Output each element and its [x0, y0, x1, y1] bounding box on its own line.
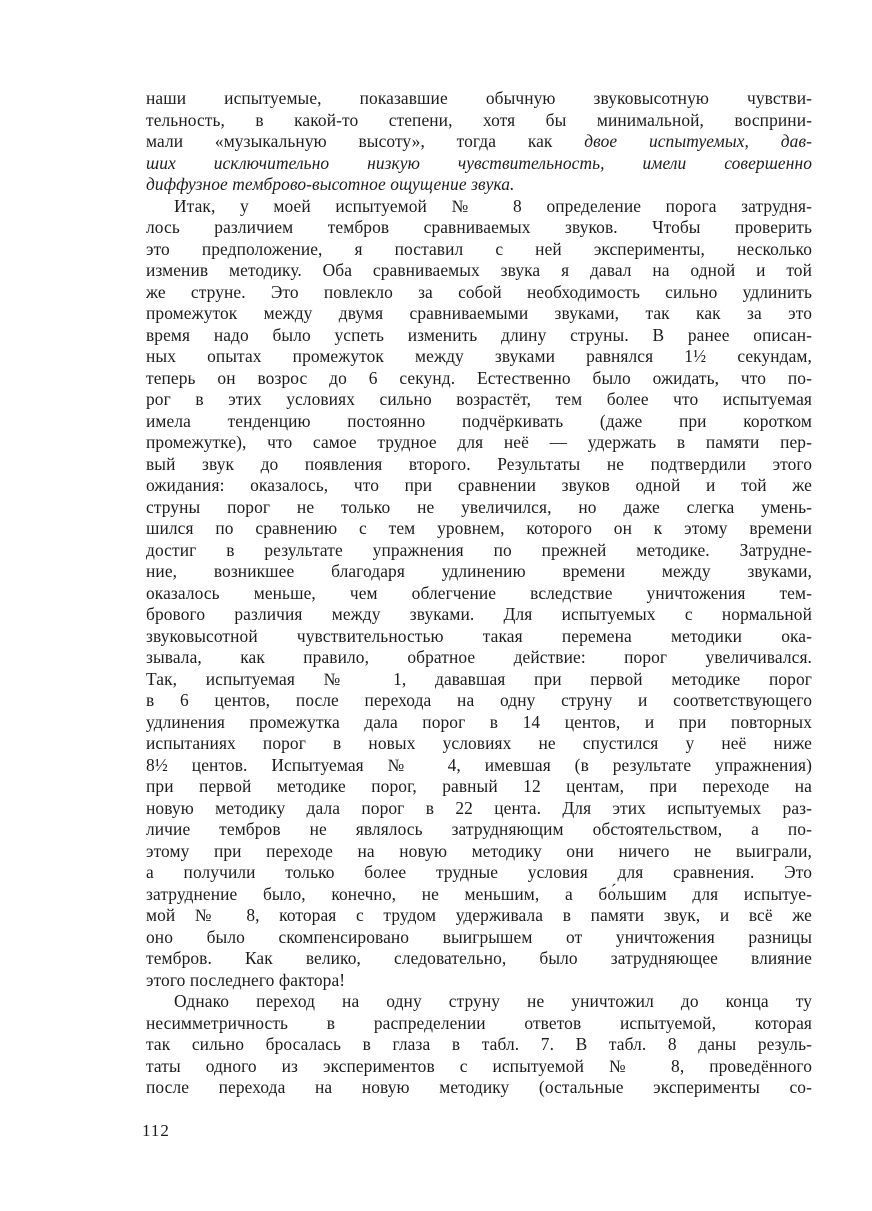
text-segment: личие тембров не являлось затрудняющим обстоятельством, а по-	[146, 819, 812, 839]
text-line	[146, 497, 812, 519]
paragraph	[146, 196, 812, 992]
text-line	[146, 196, 812, 218]
text-line	[146, 131, 812, 153]
text-line	[146, 153, 812, 175]
text-segment: удлинения промежутка дала порог в 14 центов, и при повторных	[146, 711, 812, 732]
text-segment: а получили только более трудные условия для сравнения. Это	[146, 862, 812, 882]
text-segment: шился по сравнению с тем уровнем, которого он к этому времени	[146, 518, 812, 538]
text-segment: ных опытах промежуток между звуками равнялся 1½ секундам,	[146, 346, 812, 366]
text-line	[146, 368, 812, 390]
text-segment: это предположение, я поставил с ней эксперименты, несколько	[146, 238, 812, 259]
text-line	[146, 927, 812, 949]
text-line	[146, 604, 812, 626]
text-segment: оно было скомпенсировано выигрышем от уничтожения разницы	[146, 926, 812, 947]
text-segment: тембров. Как велико, следовательно, было затрудняющее влияние	[146, 948, 812, 968]
text-segment: Так, испытуемая № 1, дававшая при первой методике порог	[146, 668, 812, 689]
text-segment: этому при переходе на новую методику они ничего не выиграли,	[146, 840, 812, 861]
body-text	[146, 88, 812, 1099]
text-line	[146, 282, 812, 304]
text-segment: мали «музыкальную высоту», тогда как	[146, 131, 585, 151]
text-segment: достиг в результате упражнения по прежней методике. Затрудне-	[146, 539, 812, 560]
text-segment: брового различия между звуками. Для испытуемых с нормальной	[146, 604, 812, 624]
text-line	[146, 884, 812, 906]
text-line	[146, 411, 812, 433]
text-line	[146, 88, 812, 110]
text-segment: Итак, у моей испытуемой № 8 определение порога затрудня-	[174, 195, 812, 216]
text-segment: время надо было успеть изменить длину струны. В ранее описан-	[146, 324, 812, 345]
text-line	[146, 518, 812, 540]
text-segment: этого последнего фактора!	[146, 969, 346, 990]
text-line	[146, 1077, 812, 1099]
text-line	[146, 948, 812, 970]
text-segment: звуковысотной чувствительностью такая перемена методики ока-	[146, 625, 812, 646]
text-segment: затруднение было, конечно, не меньшим, а бо́льшим для испытуе-	[146, 883, 812, 904]
text-segment: несимметричность в распределении ответов испытуемой, которая	[146, 1012, 812, 1033]
text-line	[146, 970, 812, 992]
text-line	[146, 174, 812, 196]
text-segment: лось различием тембров сравниваемых звуков. Чтобы проверить	[146, 217, 812, 237]
text-line	[146, 669, 812, 691]
text-segment: рог в этих условиях сильно возрастёт, тем более что испытуемая	[146, 389, 812, 409]
text-segment: в 6 центов, после перехода на одну струну и соответствующего	[146, 690, 812, 710]
text-line	[146, 991, 812, 1013]
text-line	[146, 905, 812, 927]
text-line	[146, 346, 812, 368]
paragraph	[146, 991, 812, 1099]
text-segment: новую методику дала порог в 22 цента. Для этих испытуемых раз-	[146, 797, 812, 818]
text-segment: мой № 8, которая с трудом удерживала в памяти звук, и всё же	[146, 905, 812, 925]
text-segment: ожидания: оказалось, что при сравнении звуков одной и той же	[146, 475, 812, 495]
text-line	[146, 1056, 812, 1078]
text-segment: вый звук до появления второго. Результаты не подтвердили этого	[146, 453, 812, 474]
text-segment: тельность, в какой-то степени, хотя бы минимальной, восприни-	[146, 109, 812, 130]
text-line	[146, 239, 812, 261]
text-line	[146, 862, 812, 884]
italic-text: диффузное темброво-высотное ощущение звука.	[146, 174, 515, 194]
text-segment: ние, возникшее благодаря удлинению времени между звуками,	[146, 561, 812, 581]
text-segment: теперь он возрос до 6 секунд. Естественно было ожидать, что по-	[146, 367, 812, 388]
text-line	[146, 583, 812, 605]
text-segment: при первой методике порог, равный 12 центам, при переходе на	[146, 776, 812, 796]
text-segment: испытаниях порог в новых условиях не спустился у неё ниже	[146, 733, 812, 753]
text-segment: же струне. Это повлекло за собой необходимость сильно удлинить	[146, 281, 812, 302]
text-line	[146, 303, 812, 325]
text-segment: имела тенденцию постоянно подчёркивать (даже при коротком	[146, 410, 812, 431]
text-segment: наши испытуемые, показавшие обычную звуковысотную чувстви-	[146, 88, 812, 108]
text-segment: таты одного из экспериментов с испытуемой № 8, проведённого	[146, 1055, 812, 1076]
text-line	[146, 389, 812, 411]
text-line	[146, 432, 812, 454]
text-line	[146, 1013, 812, 1035]
text-line	[146, 540, 812, 562]
text-line	[146, 1034, 812, 1056]
text-line	[146, 626, 812, 648]
text-segment: промежуток между двумя сравниваемыми звуками, так как за это	[146, 303, 812, 323]
text-segment: так сильно бросалась в глаза в табл. 7. В табл. 8 даны резуль-	[146, 1034, 812, 1054]
text-line	[146, 325, 812, 347]
text-line	[146, 217, 812, 239]
text-line	[146, 690, 812, 712]
text-line	[146, 755, 812, 777]
italic-text: двое испытуемых, дав-	[584, 131, 812, 151]
paragraph	[146, 88, 812, 196]
text-segment: промежутке), что самое трудное для неё — удержать в памяти пер-	[146, 432, 812, 452]
text-segment: Однако переход на одну струну не уничтожил до конца ту	[174, 991, 812, 1011]
text-line	[146, 776, 812, 798]
text-line	[146, 819, 812, 841]
text-line	[146, 841, 812, 863]
text-line	[146, 798, 812, 820]
text-segment: струны порог не только не увеличился, но даже слегка умень-	[146, 496, 812, 517]
text-segment: после перехода на новую методику (остальные эксперименты со-	[146, 1077, 812, 1097]
page-number: 112	[142, 1121, 170, 1140]
text-line	[146, 110, 812, 132]
italic-text: ших исключительно низкую чувствительность, имели совершенно	[146, 152, 812, 173]
text-segment: изменив методику. Оба сравниваемых звука я давал на одной и той	[146, 260, 812, 280]
text-line	[146, 561, 812, 583]
text-line	[146, 733, 812, 755]
text-line	[146, 260, 812, 282]
text-line	[146, 454, 812, 476]
text-segment: оказалось меньше, чем облегчение вследствие уничтожения тем-	[146, 582, 812, 603]
text-segment: зывала, как правило, обратное действие: порог увеличивался.	[146, 647, 812, 667]
text-line	[146, 475, 812, 497]
text-line	[146, 647, 812, 669]
text-segment: 8½ центов. Испытуемая № 4, имевшая (в результате упражнения)	[146, 754, 812, 775]
text-line	[146, 712, 812, 734]
